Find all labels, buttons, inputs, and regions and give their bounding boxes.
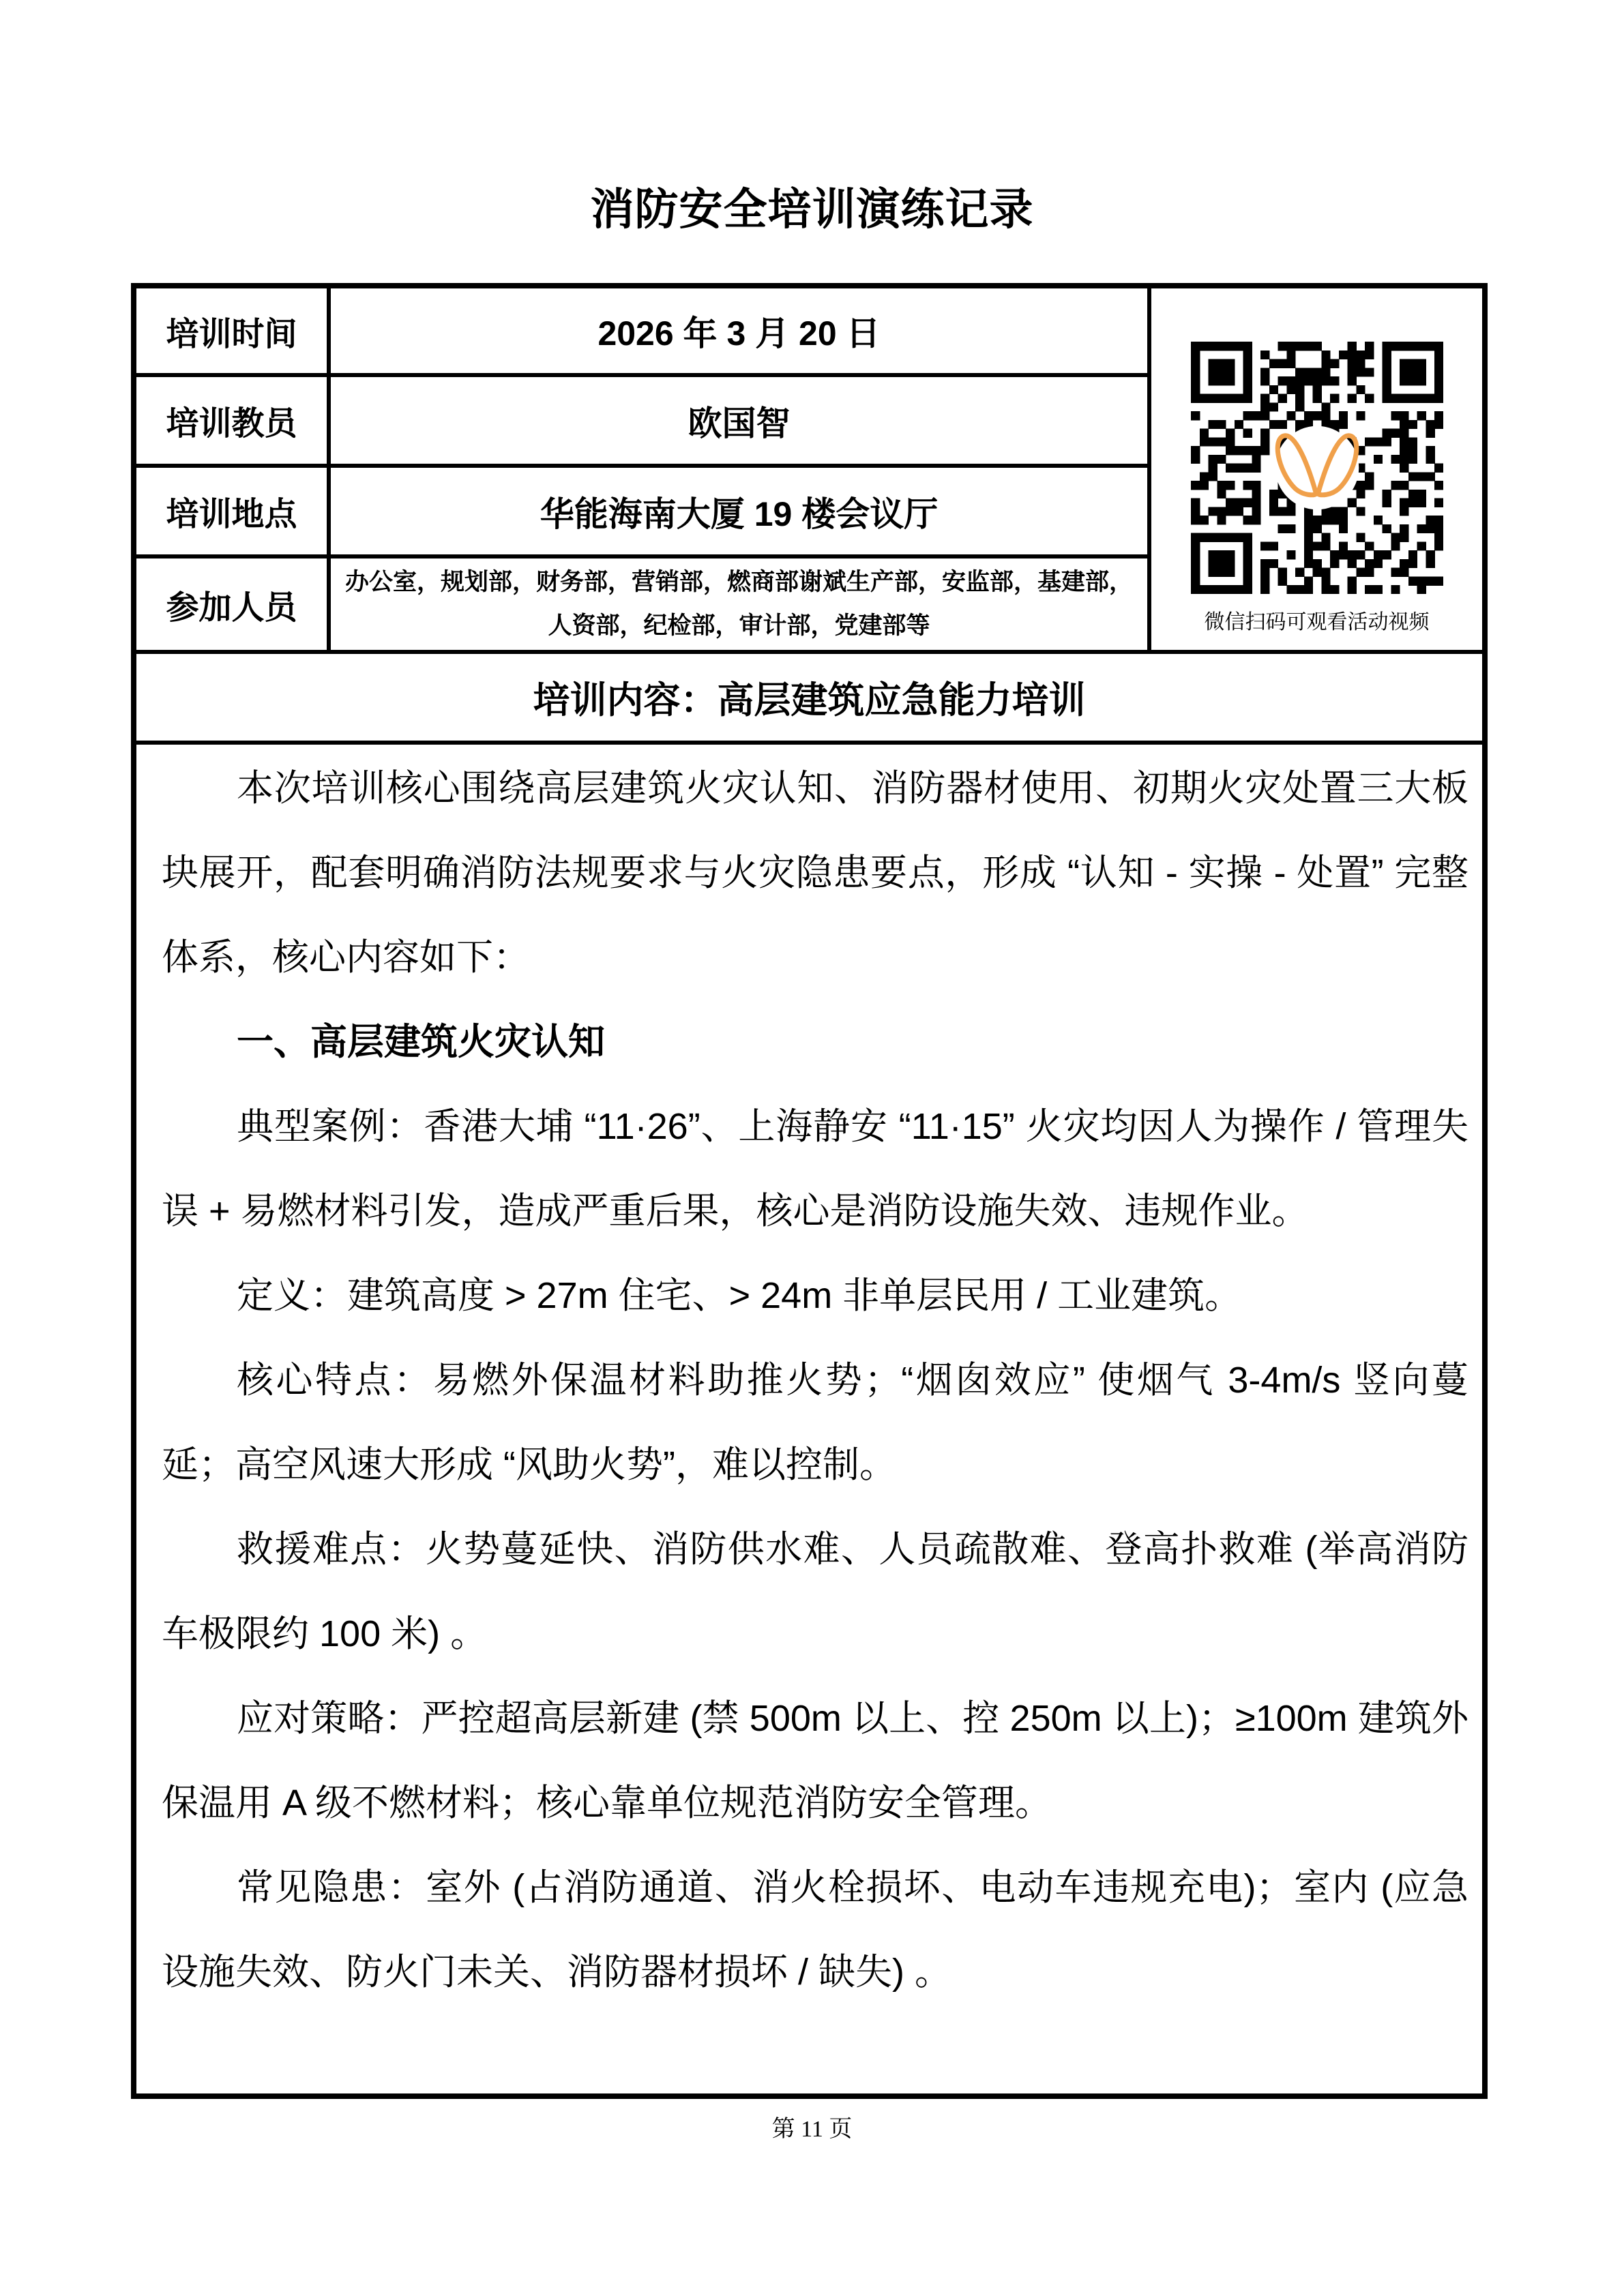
label-training-location: 培训地点: [136, 468, 331, 558]
value-training-time: 2026 年 3 月 20 日: [331, 288, 1151, 377]
body-paragraph: 本次培训核心围绕高层建筑火灾认知、消防器材使用、初期火灾处置三大板块展开，配套明确消防法规要求与火灾隐患要点，形成 “认知 - 实操 - 处置” 完整体系，核心内容如下：: [162, 768, 1468, 978]
training-record-table: [131, 283, 1488, 2099]
document-title: 消防安全培训演练记录: [590, 185, 1034, 234]
body-paragraph: 定义：建筑高度 > 27m 住宅、> 24m 非单层民用 / 工业建筑。: [237, 1275, 1242, 1316]
body-paragraph: 典型案例：香港大埔 “11·26”、上海静安 “11·15” 火灾均因人为操作 / 管理失误 + 易燃材料引发，造成严重后果，核心是消防设施失效、违规作业。: [162, 1106, 1468, 1232]
body-paragraph: 核心特点：易燃外保温材料助推火势；“烟囱效应” 使烟气 3-4m/s 竖向蔓延；高空风速大形成 “风助火势”，难以控制。: [162, 1360, 1468, 1485]
qr-cell: [1151, 288, 1482, 654]
page-number: 第 11 页: [771, 2117, 853, 2142]
value-training-location: 华能海南大厦 19 楼会议厅: [331, 468, 1151, 558]
qr-caption: 微信扫码可观看活动视频: [1204, 610, 1430, 633]
label-participants: 参加人员: [136, 558, 331, 654]
training-summary: [136, 745, 1482, 2093]
training-content-row: 培训内容：高层建筑应急能力培训: [136, 654, 1482, 745]
section-heading: 一、高层建筑火灾认知: [237, 1022, 605, 1062]
label-training-time: 培训时间: [136, 288, 331, 377]
qr-code: [1191, 342, 1443, 594]
body-paragraph: 应对策略：严控超高层新建 (禁 500m 以上、控 250m 以上)；≥100m 建筑外保温用 A 级不燃材料；核心靠单位规范消防安全管理。: [162, 1698, 1468, 1823]
body-paragraph: 常见隐患：室外 (占消防通道、消火栓损坏、电动车违规充电)；室内 (应急设施失效、防火门未关、消防器材损坏 / 缺失) 。: [162, 1867, 1468, 1993]
label-training-instructor: 培训教员: [136, 377, 331, 468]
body-paragraph: 救援难点：火势蔓延快、消防供水难、人员疏散难、登高扑救难 (举高消防车极限约 100 米) 。: [162, 1529, 1468, 1654]
value-participants: 办公室，规划部，财务部，营销部，燃商部谢斌生产部，安监部，基建部，人资部，纪检部，审计部，党建部等: [331, 558, 1151, 654]
info-grid: [136, 288, 1482, 654]
value-training-instructor: 欧国智: [331, 377, 1151, 468]
